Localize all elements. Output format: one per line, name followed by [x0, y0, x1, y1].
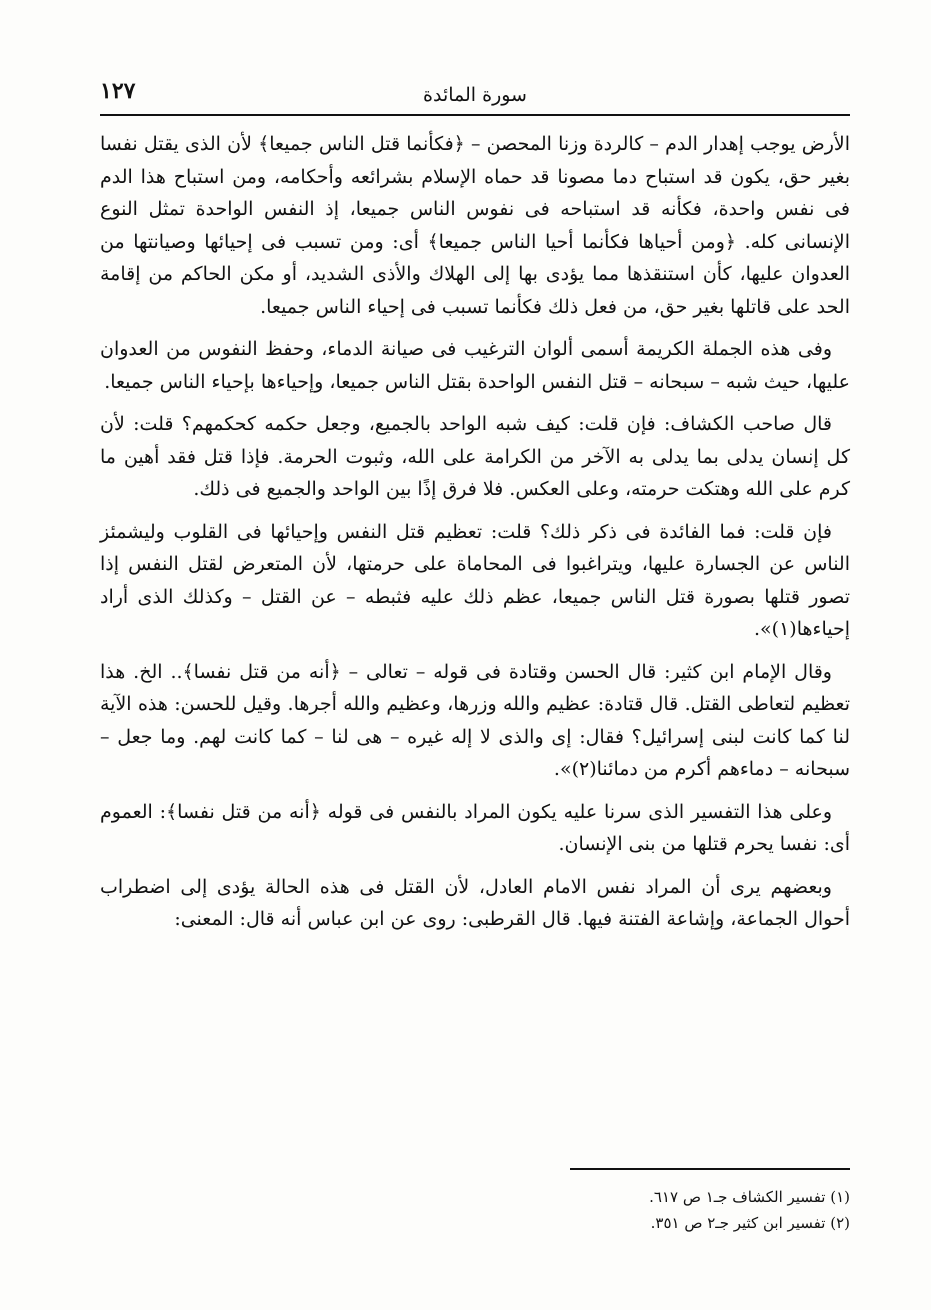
footnote: (٢) تفسير ابن كثير جـ٢ ص ٣٥١. [650, 1214, 850, 1232]
page-number: ١٢٧ [100, 78, 136, 104]
paragraph: وقال الإمام ابن كثير: قال الحسن وقتادة فى قوله – تعالى – ﴿أنه من قتل نفسا﴾.. الخ. هذا تعظيم لتعاطى القتل. قال قتادة: عظيم والله وزرها، وعظيم والله أجرها. وقيل للحسن: هذه الآية لنا كما كانت لبنى إسرائيل؟ فقال: إى والذى لا إله غيره – هى لنا – كما كانت لهم. وما جعل – سبحانه – دماءهم أكرم من دمائنا(٢)». [100, 660, 850, 780]
page-header [100, 70, 850, 116]
paragraph: فإن قلت: فما الفائدة فى ذكر ذلك؟ قلت: تعظيم قتل النفس وإحيائها فى القلوب وليشمئز الناس عن الجسارة عليها، ويتراغبوا فى المحاماة على حرمتها، لأن المتعرض لقتل النفس إذا تصور قتلها بصورة قتل الناس جميعا، عظم ذلك عليه فثبطه – عن القتل – وكذلك الذى أراد إحياءها(١)». [100, 520, 850, 640]
page-title: سورة المائدة [423, 84, 527, 106]
footnotes [570, 1168, 850, 1236]
footnote: (١) تفسير الكشاف جـ١ ص ٦١٧. [649, 1188, 850, 1206]
paragraph: وعلى هذا التفسير الذى سرنا عليه يكون المراد بالنفس فى قوله ﴿أنه من قتل نفسا﴾: العموم أى: نفسا يحرم قتلها من بنى الإنسان. [100, 800, 850, 855]
paragraph: وفى هذه الجملة الكريمة أسمى ألوان الترغيب فى صيانة الدماء، وحفظ النفوس من العدوان عليها، حيث شبه – سبحانه – قتل النفس الواحدة بقتل الناس جميعا، وإحياءها بإحياء الناس جميعا. [100, 338, 850, 393]
paragraph: وبعضهم يرى أن المراد نفس الامام العادل، لأن القتل فى هذه الحالة يؤدى إلى اضطراب أحوال الجماعة، وإشاعة الفتنة فيها. قال القرطبى: روى عن ابن عباس أنه قال: المعنى: [100, 875, 850, 930]
paragraph: الأرض يوجب إهدار الدم – كالردة وزنا المحصن – ﴿فكأنما قتل الناس جميعا﴾ لأن الذى يقتل نفسا بغير حق، يكون قد استباح دما مصونا قد حماه الإسلام بشرائعه وأحكامه، ومن استباح هذا الدم فى نفس واحدة، فكأنه قد استباحه فى نفوس الناس جميعا، إذ النفس الواحدة تمثل النوع الإنسانى كله. ﴿ومن أحياها فكأنما أحيا الناس جميعا﴾ أى: ومن تسبب فى إحيائها وصيانتها من العدوان عليها، كأن استنقذها مما يؤدى بها إلى الهلاك والأذى الشديد، أو مكن الحاكم من إقامة الحد على قاتلها بغير حق، من فعل ذلك فكأنما تسبب فى إحياء الناس جميعا. [100, 133, 850, 318]
paragraph: قال صاحب الكشاف: فإن قلت: كيف شبه الواحد بالجميع، وجعل حكمه كحكمهم؟ قلت: لأن كل إنسان يدلى بما يدلى به الآخر من الكرامة على الله، وثبوت الحرمة. فإذا قتل فقد أهين ما كرم على الله وهتكت حرمته، وعلى العكس. فلا فرق إذًا بين الواحد والجميع فى ذلك. [100, 413, 850, 500]
body-text [100, 128, 850, 936]
book-page [100, 70, 850, 1232]
